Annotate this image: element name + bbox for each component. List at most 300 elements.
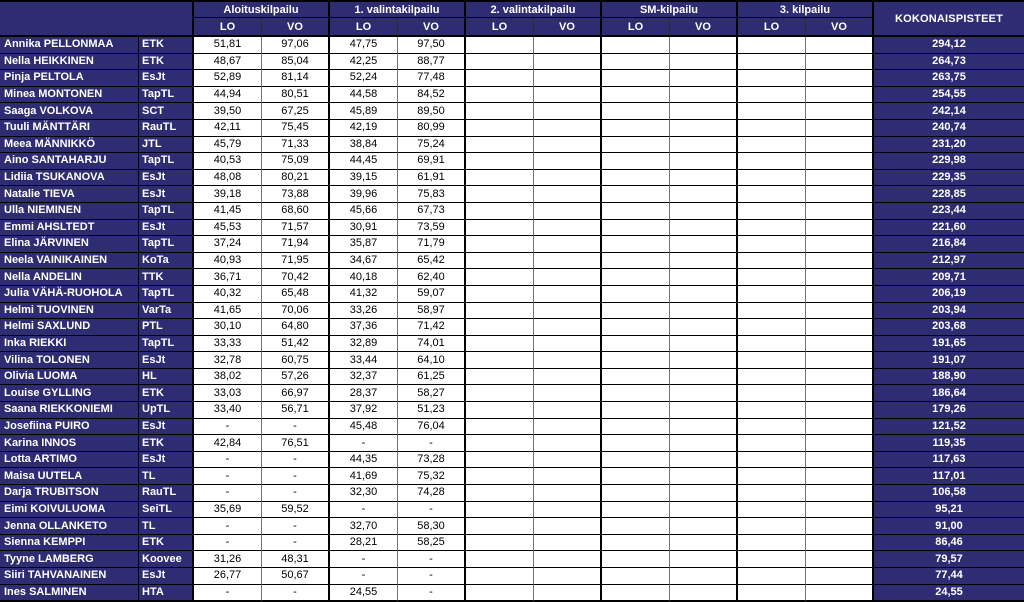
score-cell [806, 568, 874, 585]
athlete-name: Ulla NIEMINEN [0, 203, 139, 220]
total-points: 117,01 [874, 468, 1024, 485]
score-cell: 80,51 [262, 87, 330, 104]
total-points: 86,46 [874, 535, 1024, 552]
score-cell [534, 502, 602, 519]
score-cell [534, 518, 602, 535]
total-points: 117,63 [874, 452, 1024, 469]
score-cell [534, 253, 602, 270]
score-cell [534, 186, 602, 203]
score-cell [670, 236, 738, 253]
score-cell [806, 585, 874, 602]
score-cell [670, 70, 738, 87]
score-cell [806, 419, 874, 436]
score-cell [806, 303, 874, 320]
score-cell: - [398, 502, 466, 519]
table-row [0, 220, 1024, 237]
score-cell [738, 120, 806, 137]
score-cell [466, 502, 534, 519]
score-cell: 75,83 [398, 186, 466, 203]
score-cell [466, 170, 534, 187]
club-code: RauTL [139, 485, 194, 502]
club-code: TL [139, 518, 194, 535]
score-cell: 42,84 [194, 435, 262, 452]
score-cell [602, 551, 670, 568]
score-cell [738, 419, 806, 436]
score-cell [806, 203, 874, 220]
athlete-name: Lidiia TSUKANOVA [0, 170, 139, 187]
subheader-vo: VO [670, 18, 738, 35]
athlete-name: Nella ANDELIN [0, 269, 139, 286]
score-cell: 73,28 [398, 452, 466, 469]
score-cell: - [194, 485, 262, 502]
group-header-2-valintakilpailu: 2. valintakilpailu [466, 2, 602, 18]
score-cell: 61,25 [398, 369, 466, 386]
score-cell [466, 452, 534, 469]
score-cell [602, 452, 670, 469]
score-cell [534, 220, 602, 237]
score-cell: 33,40 [194, 402, 262, 419]
score-cell: 58,30 [398, 518, 466, 535]
total-points: 263,75 [874, 70, 1024, 87]
score-cell [806, 286, 874, 303]
score-cell: 59,07 [398, 286, 466, 303]
score-cell [670, 137, 738, 154]
score-cell [670, 103, 738, 120]
score-cell [738, 186, 806, 203]
score-cell: 47,75 [330, 37, 398, 54]
group-header-1-valintakilpailu: 1. valintakilpailu [330, 2, 466, 18]
score-cell [738, 468, 806, 485]
score-cell: 71,79 [398, 236, 466, 253]
score-cell: 74,28 [398, 485, 466, 502]
score-cell [738, 369, 806, 386]
score-cell [670, 87, 738, 104]
score-cell [534, 319, 602, 336]
score-cell [602, 303, 670, 320]
score-cell: - [330, 568, 398, 585]
score-cell: 80,21 [262, 170, 330, 187]
score-cell: - [194, 535, 262, 552]
score-cell [806, 253, 874, 270]
score-cell [534, 286, 602, 303]
score-cell [670, 369, 738, 386]
score-cell: 84,52 [398, 87, 466, 104]
score-cell [806, 518, 874, 535]
score-cell: - [194, 518, 262, 535]
subheader-vo: VO [398, 18, 466, 35]
athlete-name: Helmi TUOVINEN [0, 303, 139, 320]
score-cell [466, 419, 534, 436]
score-cell [806, 137, 874, 154]
total-points: 212,97 [874, 253, 1024, 270]
score-cell: 45,79 [194, 137, 262, 154]
club-code: EsJt [139, 419, 194, 436]
total-points: 188,90 [874, 369, 1024, 386]
score-cell [738, 502, 806, 519]
score-cell [670, 153, 738, 170]
score-cell: 50,67 [262, 568, 330, 585]
score-cell [534, 485, 602, 502]
score-cell [534, 236, 602, 253]
score-cell [602, 87, 670, 104]
score-cell [738, 319, 806, 336]
score-cell: 75,45 [262, 120, 330, 137]
score-cell [738, 452, 806, 469]
score-cell: 32,89 [330, 336, 398, 353]
score-cell: 77,48 [398, 70, 466, 87]
score-cell [466, 518, 534, 535]
club-code: TL [139, 468, 194, 485]
score-cell [602, 502, 670, 519]
score-cell: 61,91 [398, 170, 466, 187]
score-cell: 76,51 [262, 435, 330, 452]
subheader-vo: VO [806, 18, 874, 35]
score-cell [738, 286, 806, 303]
score-cell: 30,91 [330, 220, 398, 237]
table-row [0, 269, 1024, 286]
total-points: 206,19 [874, 286, 1024, 303]
score-cell [738, 485, 806, 502]
score-cell [534, 568, 602, 585]
total-points: 240,74 [874, 120, 1024, 137]
score-cell [534, 170, 602, 187]
score-cell: 57,26 [262, 369, 330, 386]
score-cell: 67,73 [398, 203, 466, 220]
score-cell: - [262, 468, 330, 485]
table-row [0, 518, 1024, 535]
athlete-name: Saana RIEKKONIEMI [0, 402, 139, 419]
score-cell: 45,53 [194, 220, 262, 237]
table-row [0, 87, 1024, 104]
score-cell: 66,97 [262, 385, 330, 402]
score-cell [806, 336, 874, 353]
score-cell: 35,87 [330, 236, 398, 253]
score-cell [806, 551, 874, 568]
score-cell: 58,97 [398, 303, 466, 320]
score-cell [466, 54, 534, 71]
score-cell [534, 70, 602, 87]
score-cell: 71,57 [262, 220, 330, 237]
score-cell: 32,78 [194, 352, 262, 369]
score-cell [670, 468, 738, 485]
score-cell [738, 303, 806, 320]
table-row [0, 385, 1024, 402]
table-row [0, 551, 1024, 568]
score-cell [534, 137, 602, 154]
score-cell [602, 419, 670, 436]
score-cell [534, 87, 602, 104]
score-cell: 51,81 [194, 37, 262, 54]
table-row [0, 352, 1024, 369]
club-code: HTA [139, 585, 194, 602]
score-cell: 56,71 [262, 402, 330, 419]
score-cell: 85,04 [262, 54, 330, 71]
score-cell [670, 485, 738, 502]
score-cell [602, 402, 670, 419]
athlete-name: Neela VAINIKAINEN [0, 253, 139, 270]
score-cell [806, 220, 874, 237]
athlete-name: Saaga VOLKOVA [0, 103, 139, 120]
score-cell [602, 369, 670, 386]
score-cell: 38,02 [194, 369, 262, 386]
score-cell: 37,24 [194, 236, 262, 253]
athlete-name: Vilina TOLONEN [0, 352, 139, 369]
score-cell: 71,33 [262, 137, 330, 154]
table-row [0, 336, 1024, 353]
score-cell: - [398, 435, 466, 452]
total-points: 186,64 [874, 385, 1024, 402]
score-cell [670, 269, 738, 286]
score-cell [466, 269, 534, 286]
score-cell: 80,99 [398, 120, 466, 137]
score-cell [534, 435, 602, 452]
total-points: 191,65 [874, 336, 1024, 353]
athlete-name: Jenna OLLANKETO [0, 518, 139, 535]
score-cell [534, 120, 602, 137]
score-cell: - [330, 502, 398, 519]
score-cell [534, 203, 602, 220]
score-cell [806, 402, 874, 419]
score-cell [534, 452, 602, 469]
table-row [0, 186, 1024, 203]
total-points: 229,35 [874, 170, 1024, 187]
table-row [0, 468, 1024, 485]
club-code: EsJt [139, 568, 194, 585]
score-cell [602, 568, 670, 585]
subheader-lo: LO [330, 18, 398, 35]
score-cell [670, 319, 738, 336]
table-row [0, 153, 1024, 170]
score-cell: 45,89 [330, 103, 398, 120]
score-cell [670, 253, 738, 270]
athlete-name: Lotta ARTIMO [0, 452, 139, 469]
score-cell [670, 120, 738, 137]
score-cell [602, 236, 670, 253]
score-cell [466, 568, 534, 585]
score-cell [738, 137, 806, 154]
score-cell [466, 468, 534, 485]
score-cell [738, 385, 806, 402]
score-cell [670, 286, 738, 303]
header-corner [0, 2, 194, 35]
table-row [0, 137, 1024, 154]
score-cell: 39,96 [330, 186, 398, 203]
score-cell [534, 153, 602, 170]
score-cell [806, 103, 874, 120]
score-cell [806, 468, 874, 485]
table-row [0, 452, 1024, 469]
subheader-lo: LO [738, 18, 806, 35]
score-cell [670, 502, 738, 519]
total-points: 91,00 [874, 518, 1024, 535]
club-code: PTL [139, 319, 194, 336]
athlete-name: Natalie TIEVA [0, 186, 139, 203]
score-cell [602, 137, 670, 154]
table-row [0, 369, 1024, 386]
score-cell: 60,75 [262, 352, 330, 369]
score-cell [670, 402, 738, 419]
group-header-sm-kilpailu: SM-kilpailu [602, 2, 738, 18]
score-cell [806, 153, 874, 170]
club-code: KoTa [139, 253, 194, 270]
score-cell [466, 70, 534, 87]
score-cell [806, 535, 874, 552]
club-code: TTK [139, 269, 194, 286]
score-cell [466, 286, 534, 303]
athlete-name: Tyyne LAMBERG [0, 551, 139, 568]
score-cell: - [262, 585, 330, 602]
total-points: 121,52 [874, 419, 1024, 436]
total-points: 264,73 [874, 54, 1024, 71]
score-cell [602, 54, 670, 71]
score-cell: - [262, 535, 330, 552]
table-row [0, 286, 1024, 303]
score-cell [534, 535, 602, 552]
total-points: 229,98 [874, 153, 1024, 170]
score-cell [602, 37, 670, 54]
score-cell [534, 352, 602, 369]
score-cell: 51,42 [262, 336, 330, 353]
athlete-name: Tuuli MÄNTTÄRI [0, 120, 139, 137]
total-points: 242,14 [874, 103, 1024, 120]
score-cell: 71,95 [262, 253, 330, 270]
score-cell [738, 435, 806, 452]
total-points: 228,85 [874, 186, 1024, 203]
score-cell [466, 485, 534, 502]
club-code: RauTL [139, 120, 194, 137]
score-cell: 64,10 [398, 352, 466, 369]
score-cell [670, 385, 738, 402]
score-cell: 39,18 [194, 186, 262, 203]
table-row [0, 535, 1024, 552]
score-cell [466, 87, 534, 104]
score-cell: 33,26 [330, 303, 398, 320]
total-points: 221,60 [874, 220, 1024, 237]
score-cell [806, 352, 874, 369]
table-row [0, 54, 1024, 71]
score-cell: 68,60 [262, 203, 330, 220]
table-row [0, 485, 1024, 502]
score-cell: 89,50 [398, 103, 466, 120]
score-cell [534, 419, 602, 436]
score-cell [466, 551, 534, 568]
score-cell [738, 236, 806, 253]
score-cell [466, 153, 534, 170]
score-cell [602, 70, 670, 87]
group-header-3-kilpailu: 3. kilpailu [738, 2, 874, 18]
total-points: 106,58 [874, 485, 1024, 502]
score-cell: 44,58 [330, 87, 398, 104]
club-code: ETK [139, 535, 194, 552]
score-cell [602, 518, 670, 535]
table-row [0, 319, 1024, 336]
score-cell: 35,69 [194, 502, 262, 519]
score-cell: 33,44 [330, 352, 398, 369]
score-cell: 65,42 [398, 253, 466, 270]
score-cell [670, 551, 738, 568]
score-cell [602, 269, 670, 286]
score-cell: - [330, 435, 398, 452]
score-cell: 41,65 [194, 303, 262, 320]
score-cell: 32,30 [330, 485, 398, 502]
athlete-name: Annika PELLONMAA [0, 37, 139, 54]
score-cell: 97,50 [398, 37, 466, 54]
score-cell [738, 54, 806, 71]
table-row [0, 303, 1024, 320]
score-cell: - [194, 468, 262, 485]
score-cell [806, 269, 874, 286]
score-cell: 45,48 [330, 419, 398, 436]
score-cell: 38,84 [330, 137, 398, 154]
subheader-vo: VO [262, 18, 330, 35]
table-row [0, 419, 1024, 436]
score-cell [806, 87, 874, 104]
club-code: VarTa [139, 303, 194, 320]
score-cell [466, 203, 534, 220]
total-points: 223,44 [874, 203, 1024, 220]
total-points: 24,55 [874, 585, 1024, 602]
table-row [0, 170, 1024, 187]
score-cell [738, 37, 806, 54]
athlete-name: Minea MONTONEN [0, 87, 139, 104]
score-cell: 52,24 [330, 70, 398, 87]
score-cell: 51,23 [398, 402, 466, 419]
score-cell: 32,37 [330, 369, 398, 386]
athlete-name: Eimi KOIVULUOMA [0, 502, 139, 519]
score-cell: - [194, 452, 262, 469]
table-row [0, 585, 1024, 602]
score-cell: 24,55 [330, 585, 398, 602]
score-cell [534, 54, 602, 71]
score-cell [738, 253, 806, 270]
score-cell: 74,01 [398, 336, 466, 353]
table-body [0, 37, 1024, 601]
athlete-name: Helmi SAXLUND [0, 319, 139, 336]
score-cell [670, 419, 738, 436]
score-cell: - [398, 551, 466, 568]
score-cell [806, 54, 874, 71]
score-cell: 42,11 [194, 120, 262, 137]
score-cell: 42,19 [330, 120, 398, 137]
club-code: EsJt [139, 220, 194, 237]
score-cell: 37,36 [330, 319, 398, 336]
score-cell: - [398, 568, 466, 585]
score-cell [806, 170, 874, 187]
subheader-lo: LO [194, 18, 262, 35]
score-cell [466, 336, 534, 353]
score-cell [738, 153, 806, 170]
score-cell [466, 369, 534, 386]
score-cell [738, 402, 806, 419]
athlete-name: Nella HEIKKINEN [0, 54, 139, 71]
score-cell [466, 319, 534, 336]
score-cell [534, 385, 602, 402]
score-cell [602, 585, 670, 602]
score-cell [670, 203, 738, 220]
score-cell: 64,80 [262, 319, 330, 336]
score-cell [602, 336, 670, 353]
athlete-name: Julia VÄHÄ-RUOHOLA [0, 286, 139, 303]
score-cell: 70,42 [262, 269, 330, 286]
athlete-name: Ines SALMINEN [0, 585, 139, 602]
score-cell [466, 103, 534, 120]
club-code: EsJt [139, 452, 194, 469]
score-cell: 32,70 [330, 518, 398, 535]
score-cell [602, 170, 670, 187]
score-cell: 70,06 [262, 303, 330, 320]
athlete-name: Siiri TAHVANAINEN [0, 568, 139, 585]
club-code: SCT [139, 103, 194, 120]
